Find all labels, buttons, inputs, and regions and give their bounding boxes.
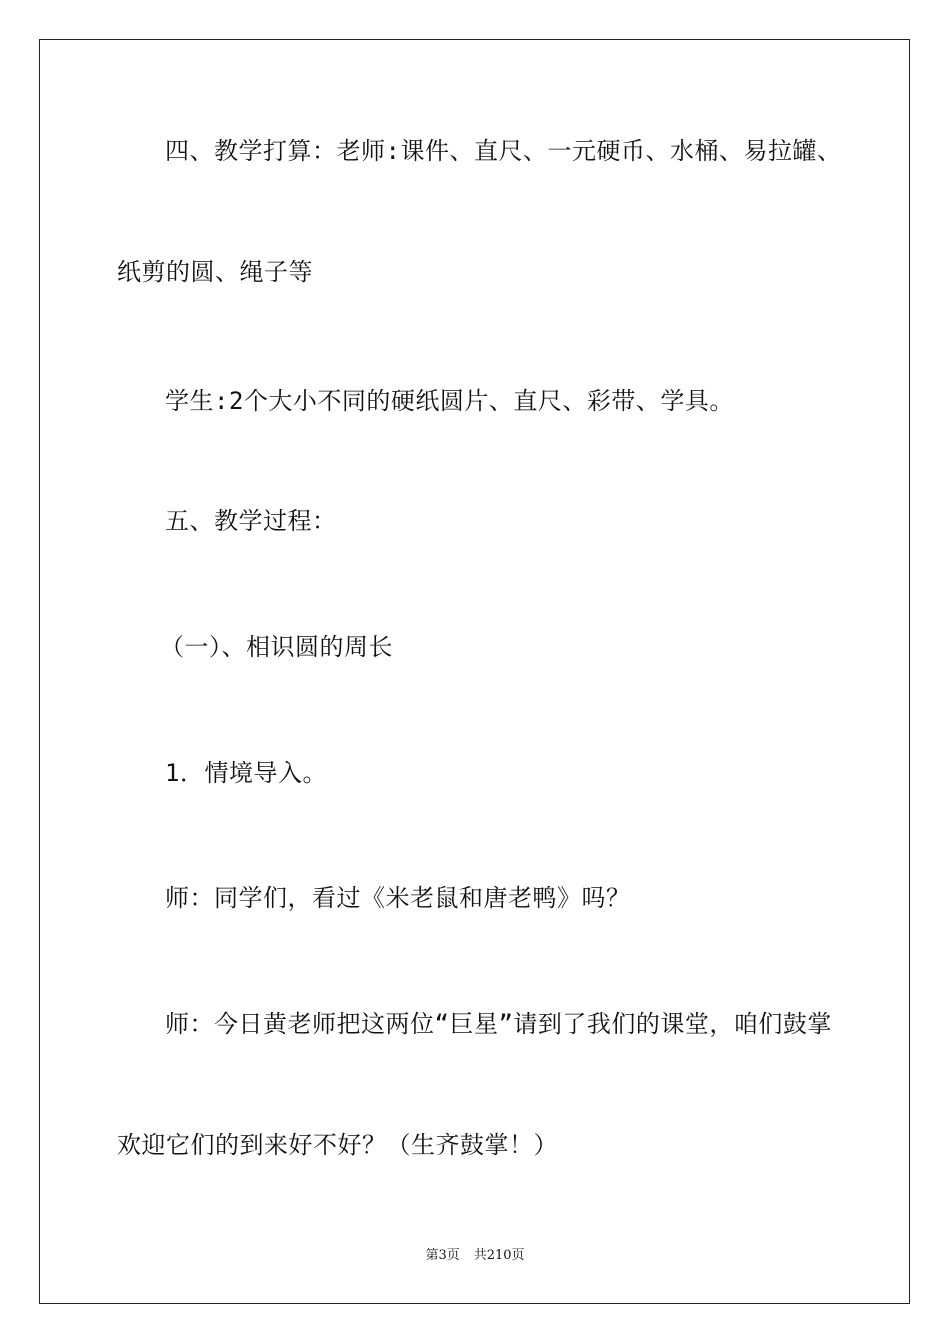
page-border — [39, 39, 910, 1304]
paragraph-teacher-question: 师：同学们，看过《米老鼠和唐老鸭》吗？ — [165, 884, 631, 912]
subsection-heading-circumference: （一）、相识圆的周长 — [160, 633, 393, 661]
paragraph-teacher-welcome: 师：今日黄老师把这两位“巨星”请到了我们的课堂，咱们鼓掌 — [165, 1010, 832, 1038]
paragraph-preparation-teacher: 四、教学打算：老师:课件、直尺、一元硬币、水桶、易拉罐、 — [165, 137, 842, 165]
page-total: 共210页 — [473, 1248, 525, 1263]
paragraph-preparation-teacher-cont: 纸剪的圆、绳子等 — [117, 258, 313, 286]
paragraph-preparation-student: 学生:2个大小不同的硬纸圆片、直尺、彩带、学具。 — [165, 387, 734, 415]
paragraph-scenario-intro: 1．情境导入。 — [165, 759, 327, 787]
page-footer — [0, 1248, 950, 1264]
paragraph-teacher-welcome-cont: 欢迎它们的到来好不好？（生齐鼓掌！） — [117, 1131, 558, 1159]
section-heading-process: 五、教学过程： — [165, 507, 337, 535]
page-number: 第3页 — [425, 1248, 460, 1263]
